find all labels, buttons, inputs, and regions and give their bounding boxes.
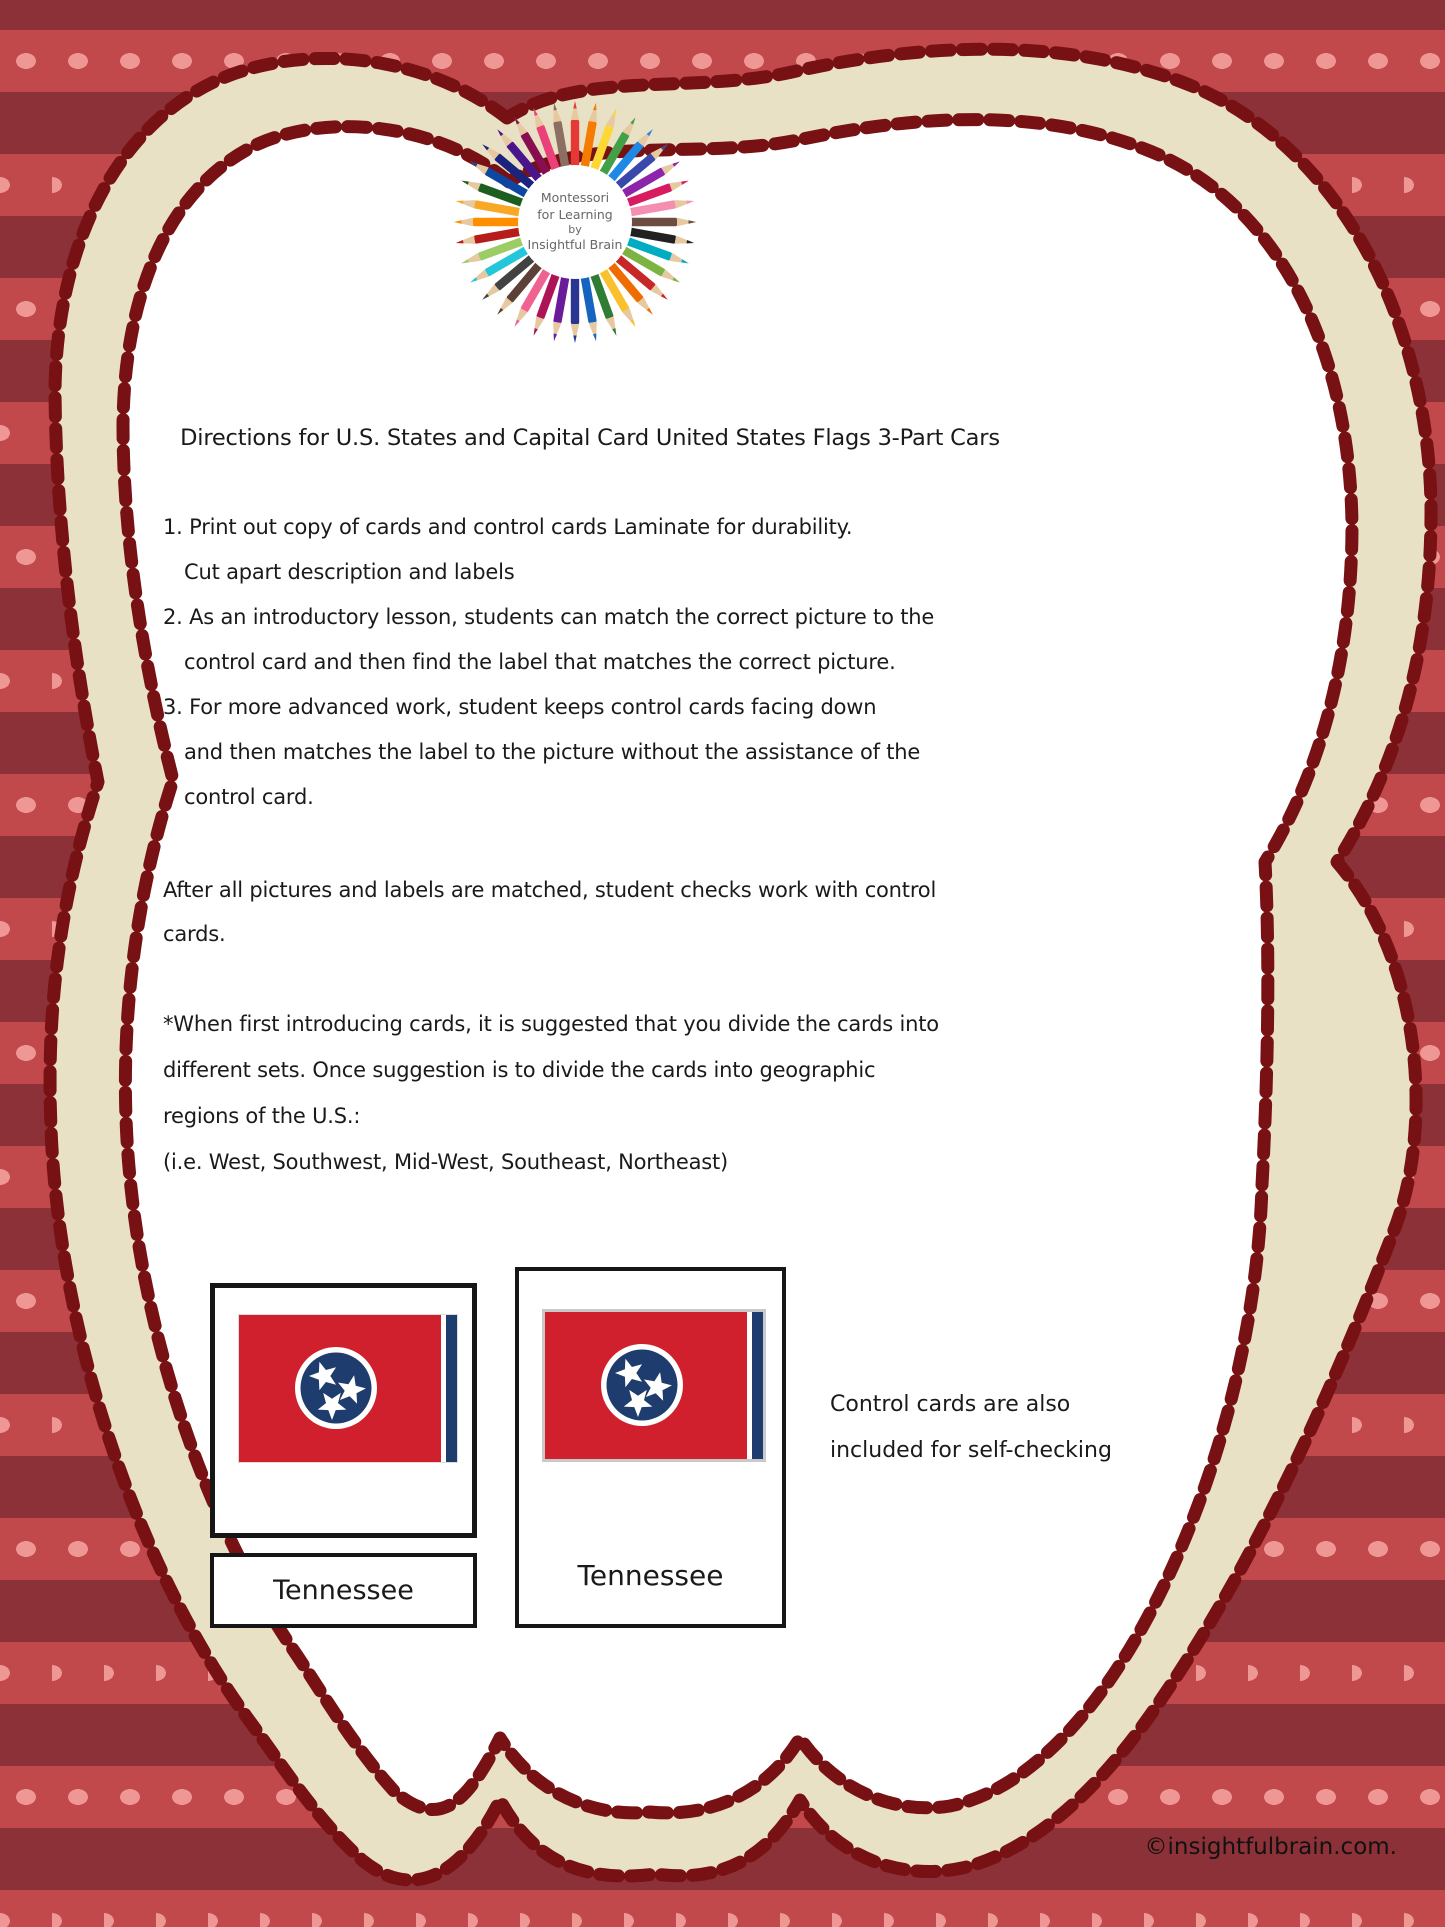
label-card-text: Tennessee xyxy=(273,1575,414,1606)
paragraph-line: cards. xyxy=(163,922,226,946)
logo-line: by xyxy=(568,222,582,236)
paragraph-line: (i.e. West, Southwest, Mid-West, Southeast, Northeast) xyxy=(163,1150,729,1174)
direction-line: and then matches the label to the picture without the assistance of the xyxy=(184,740,921,764)
control-card-text: Tennessee xyxy=(577,1559,724,1592)
direction-line: control card. xyxy=(184,785,314,809)
direction-line: 3. For more advanced work, student keeps control cards facing down xyxy=(163,695,877,719)
label-card xyxy=(210,1553,477,1628)
direction-line: 1. Print out copy of cards and control cards Laminate for durability. xyxy=(163,515,853,539)
control-card xyxy=(515,1267,786,1628)
tennessee-flag-image xyxy=(545,1312,763,1459)
logo-line: for Learning xyxy=(537,206,613,222)
direction-line: Cut apart description and labels xyxy=(184,560,515,584)
page-title: Directions for U.S. States and Capital Card United States Flags 3-Part Cars xyxy=(180,425,1000,451)
logo-text xyxy=(500,147,650,297)
direction-line: 2. As an introductory lesson, students can match the correct picture to the xyxy=(163,605,935,629)
tennessee-flag-image xyxy=(239,1315,457,1462)
paragraph-line: After all pictures and labels are matched, student checks work with control xyxy=(163,878,937,902)
paragraph-line: *When first introducing cards, it is suggested that you divide the cards into xyxy=(163,1012,939,1036)
colored-pencils-logo xyxy=(450,97,700,347)
note-line: included for self-checking xyxy=(830,1438,1112,1463)
picture-card xyxy=(210,1283,477,1538)
logo-line: Montessori xyxy=(540,190,610,206)
paragraph-line: different sets. Once suggestion is to divide the cards into geographic xyxy=(163,1058,876,1082)
direction-line: control card and then find the label that matches the correct picture. xyxy=(184,650,896,674)
paragraph-line: regions of the U.S.: xyxy=(163,1104,361,1128)
copyright-text: ©insightfulbrain.com. xyxy=(1144,1834,1397,1860)
logo-line: Insightful Brain xyxy=(527,237,623,253)
note-line: Control cards are also xyxy=(830,1392,1071,1417)
